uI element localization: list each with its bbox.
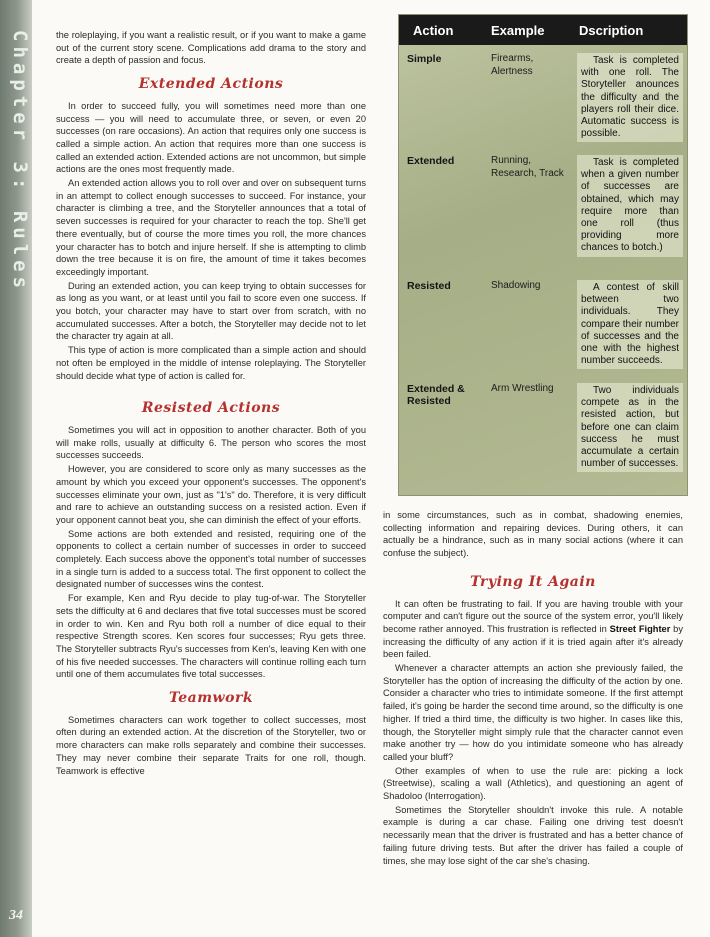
- game-title: Street Fighter: [609, 623, 671, 634]
- header-description: Dscription: [579, 22, 644, 38]
- row-example: Running, Research, Track: [491, 155, 564, 179]
- row-example: Arm Wrestling: [491, 383, 554, 394]
- row-description: Task is completed with one roll. The Storyteller anounces the difficulty and the players roll their dice. Automatic success is possible.: [577, 53, 683, 142]
- row-action: Simple: [407, 53, 442, 65]
- page-number: 34: [9, 908, 23, 923]
- action-table: [398, 14, 688, 496]
- row-description: Task is completed when a given number of successes are obtained, which may require more than one roll (thus providing more chances to botch.): [577, 155, 683, 257]
- intro-paragraph: the roleplaying, if you want a realistic result, or if you want to make a game out of the current story scene. Complications add drama to the story and create a depth of passion and focus.: [56, 30, 366, 66]
- body-paragraph: Whenever a character attempts an action she previously failed, the Storyteller has the option of increasing the difficulty of the action by one. Consider a character who tries to intimidate someone. If the first attempt failed, it's going be harder the second time around, so the difficulty is one higher. If tried a third time, the difficulty is two higher. In cases like this, though, the Storyteller might simply rule that the character cannot even make another try — how do you intimidate someone who has already called your bluff?: [383, 663, 683, 762]
- body-paragraph: For example, Ken and Ryu decide to play tug-of-war. The Storyteller sets the difficulty at 6 and declares that five total successes must be scored in order to win. Ken and Ryu both roll a number of dice equal to their respective Strength scores. Ken scores four successes; Ryu gets three. The Storyteller subtracts Ryu's successes from Ken's, leaving Ken with one of his five needed successes. The characters will continue rolling each turn until one of them accumulates five total successes.: [56, 593, 366, 680]
- row-example: Firearms, Alertness: [491, 53, 534, 77]
- table-row-extended-resisted: [399, 383, 688, 472]
- row-description: Two individuals compete as in the resisted action, but before one can claim success he must accumulate a certain number of successes.: [577, 383, 683, 472]
- left-column: [56, 29, 366, 778]
- body-paragraph: Sometimes characters can work together to collect successes, most often during an extended action. At the discretion of the Storyteller, two or more characters can make rolls separately and combine their successes. They may never combine their separate Traits for one roll, though. Teamwork is effective: [56, 714, 366, 776]
- row-action: Resisted: [407, 280, 451, 292]
- body-paragraph: However, you are considered to score only as many successes as the amount by which you exceed your opponent's successes. The opponent's successes eliminate your own, just as "1's" do. Therefore, it is very difficult and rare to achieve an outstanding success on a resisted action. Even if your opponent cannot beat you, she can diminish the effect of your efforts.: [56, 464, 366, 525]
- section-heading-resisted-actions: Resisted Actions: [141, 400, 281, 417]
- body-paragraph: During an extended action, you can keep trying to obtain successes for as long as you want, or at least until you fail to score even one success. If you botch, your character may have to start over from scratch, with no accumulated successes. After a botch, the Storyteller may decide not to let the character try again at all.: [56, 280, 366, 342]
- chapter-label: Chapter 3: Rules: [9, 30, 31, 294]
- body-paragraph: This type of action is more complicated than a simple action and should not often be employed in the middle of intense roleplaying. The Storyteller should decide what type of action is called for.: [56, 345, 366, 381]
- section-heading-teamwork: Teamwork: [168, 690, 254, 707]
- text-run: It can often be frustrating to fail. If you are having trouble with your computer and can't figure out the source of the system error, you'll likely become rather annoyed. This frustration is reflected in: [383, 598, 683, 634]
- row-example: Shadowing: [491, 280, 541, 291]
- table-header-row: [399, 15, 687, 45]
- body-paragraph: Some actions are both extended and resisted, requiring one of the opponents to collect a certain number of successes in order to succeed completely. Each success above the opponent's total number of successes in a single turn is added to a success total. The first opponent to collect the designated number of successes wins the contest.: [56, 528, 366, 590]
- row-action: Extended: [407, 155, 455, 167]
- section-heading-extended-actions: Extended Actions: [138, 76, 284, 93]
- header-example: Example: [491, 22, 545, 38]
- text-run: by increasing the difficulty of any action if it is tried again after it's already been failed.: [383, 623, 683, 660]
- body-paragraph: Sometimes you will act in opposition to another character. Both of you will make rolls, usually at difficulty 6. The person who scores the most successes succeeds.: [56, 424, 366, 461]
- section-heading-trying-it-again: Trying It Again: [470, 573, 596, 590]
- body-paragraph: Other examples of when to use the rule are: picking a lock (Streetwise), scaling a wall (Athletics), and questioning an agent of Shadoloo (Interrogation).: [383, 765, 683, 802]
- row-description: A contest of skill between two individuals. They compare their number of successes and the one with the highest number succeeds.: [577, 280, 683, 369]
- chapter-sidebar: [0, 0, 32, 937]
- table-row-resisted: [399, 280, 688, 369]
- row-action: Extended & Resisted: [407, 383, 465, 407]
- continuation-paragraph: in some circumstances, such as in combat, shadowing enemies, collecting information and repairing devices. During others, it can actually be a hindrance, such as in many social actions (where it can confuse the subject).: [383, 510, 683, 559]
- table-row-simple: [399, 53, 688, 142]
- table-row-extended: [399, 155, 688, 257]
- body-paragraph: [383, 598, 683, 662]
- body-paragraph: In order to succeed fully, you will sometimes need more than one success — you will need to accumulate three, or seven, or even 20 successes (on rare occasions). An action that requires only one success is called a simple action. An action that requires more than one success is called an extended action. Extended actions are not uncommon, but simple actions are the ones most frequently made.: [56, 100, 366, 175]
- body-paragraph: Sometimes the Storyteller shouldn't invoke this rule. A notable example is during a car chase. Failing one driving test doesn't necessarily mean that the driver is frustrated and has a better chance of failing future driving tests. But after the driver has failed a couple of times, she may lose sight of the car she's chasing.: [383, 804, 683, 866]
- body-paragraph: An extended action allows you to roll over and over on subsequent turns in an attempt to collect enough successes to succeed. For instance, your character is climbing a tree, and the Storyteller announces that a total of seven successes is required for your character to reach the top. She'll get there eventually, but of course the more times you roll, the more chances your character has to botch and injure herself. If she is attempting to climb down the tree because it is on fire, the amount of time it takes becomes exceedingly important.: [56, 178, 366, 277]
- header-action: Action: [413, 22, 454, 38]
- right-column: [383, 509, 683, 868]
